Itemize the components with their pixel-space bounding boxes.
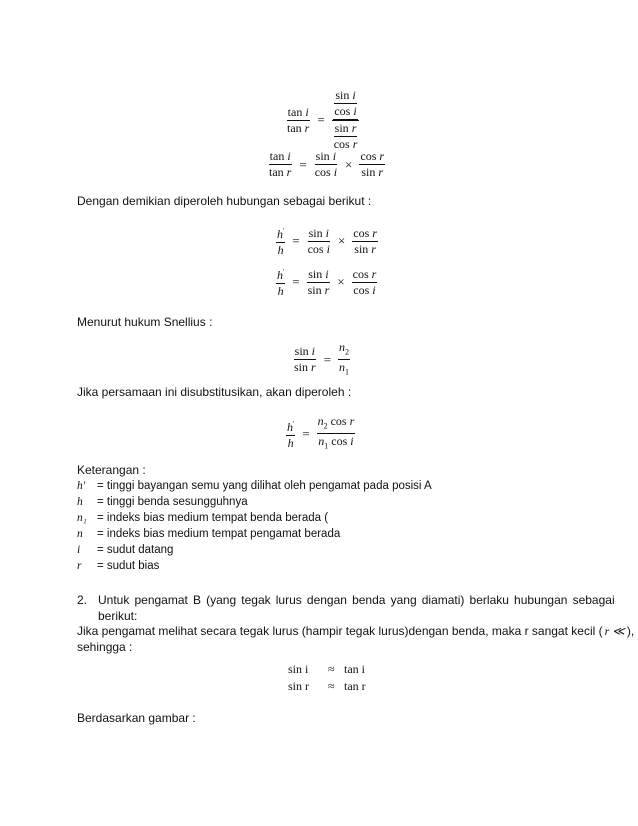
paragraph-sehingga: sehingga : <box>77 640 133 654</box>
inline-math: r ≪ <box>604 624 625 638</box>
definition-symbol: i <box>77 544 81 556</box>
equation-height-final: $\frac{h'}{h}$ = $\frac{n_2 \cos r}{n_1 \cos i}$ <box>287 414 355 451</box>
paragraph-perpendicular <box>77 624 634 638</box>
definition-text: = sudut bias <box>97 560 160 572</box>
equation-height-ratio-2: $\frac{h'}{h}$ = $\frac{\text{sin i}}{\text{sin r}}$ × $\frac{\text{cos r}}{\text{cos i}}$ <box>277 266 377 298</box>
equation-tan-ratio-product: $\frac{\text{tan i}}{\text{tan r}}$ = $\frac{\text{sin i}}{\text{cos i}}$ × $\frac{\text{cos r}}{\text{sin r}}$ <box>269 149 385 179</box>
definition-item <box>77 527 340 541</box>
definition-item <box>77 511 328 525</box>
approx-rhs: tan i <box>344 662 365 676</box>
definition-symbol: n <box>77 528 83 540</box>
paragraph-text: Jika pengamat melihat secara tegak lurus (hampir tegak lurus)dengan benda, maka r sangat kecil ( <box>77 624 603 638</box>
intro-text-3: Jika persamaan ini disubstitusikan, akan diperoleh : <box>77 385 352 399</box>
definition-text: = sudut datang <box>97 544 174 556</box>
definition-symbol: r <box>77 560 82 572</box>
definition-symbol: n₁ <box>77 512 87 524</box>
approximation-1 <box>288 661 365 678</box>
item-number: 2. <box>77 593 88 607</box>
definition-text: = indeks bias medium tempat benda berada ( <box>97 512 329 524</box>
approx-rel: ≈ <box>328 662 335 676</box>
item-line-2: berikut: <box>98 609 138 623</box>
item-line-1: Untuk pengamat B (yang tegak lurus dengan benda yang diamati) berlaku hubungan sebagai <box>98 593 615 607</box>
keterangan-title: Keterangan : <box>77 463 146 477</box>
paragraph-text-end: ), <box>626 624 635 638</box>
approx-lhs: sin i <box>288 662 309 676</box>
approximation-2 <box>288 678 366 695</box>
definition-text: = tinggi benda sesungguhnya <box>97 496 248 508</box>
intro-text-1: Dengan demikian diperoleh hubungan sebagai berikut : <box>77 194 372 208</box>
definition-symbol: h <box>77 496 83 508</box>
definition-item <box>77 495 248 509</box>
approx-rel: ≈ <box>328 679 335 693</box>
equation-snellius: $\frac{\text{sin i}}{\text{sin r}}$ = $\frac{n_2}{n_1}$ <box>294 340 350 377</box>
closing-text: Berdasarkan gambar : <box>77 711 196 725</box>
definition-item <box>77 559 159 573</box>
definition-item <box>77 543 173 557</box>
definition-text: = indeks bias medium tempat pengamat berada <box>97 528 341 540</box>
intro-text-2: Menurut hukum Snellius : <box>77 315 213 329</box>
equation-height-ratio-1: $\frac{h'}{h}$ = $\frac{\text{sin i}}{\text{cos i}}$ × $\frac{\text{cos r}}{\text{sin r}}$ <box>277 225 377 257</box>
definition-item <box>77 479 432 493</box>
approx-rhs: tan r <box>344 679 366 693</box>
equation-tan-ratio-compound: $\frac{\text{tan i}}{\text{tan r}}$ = $\frac{\frac{\text{sin i}}{\text{cos i}}}{\frac{\text{sin r}}{\text{cos r}}}$ <box>287 88 358 151</box>
approx-lhs: sin r <box>288 679 309 693</box>
definition-text: = tinggi bayangan semu yang dilihat oleh pengamat pada posisi A <box>97 480 432 492</box>
definition-symbol: h' <box>77 480 86 492</box>
